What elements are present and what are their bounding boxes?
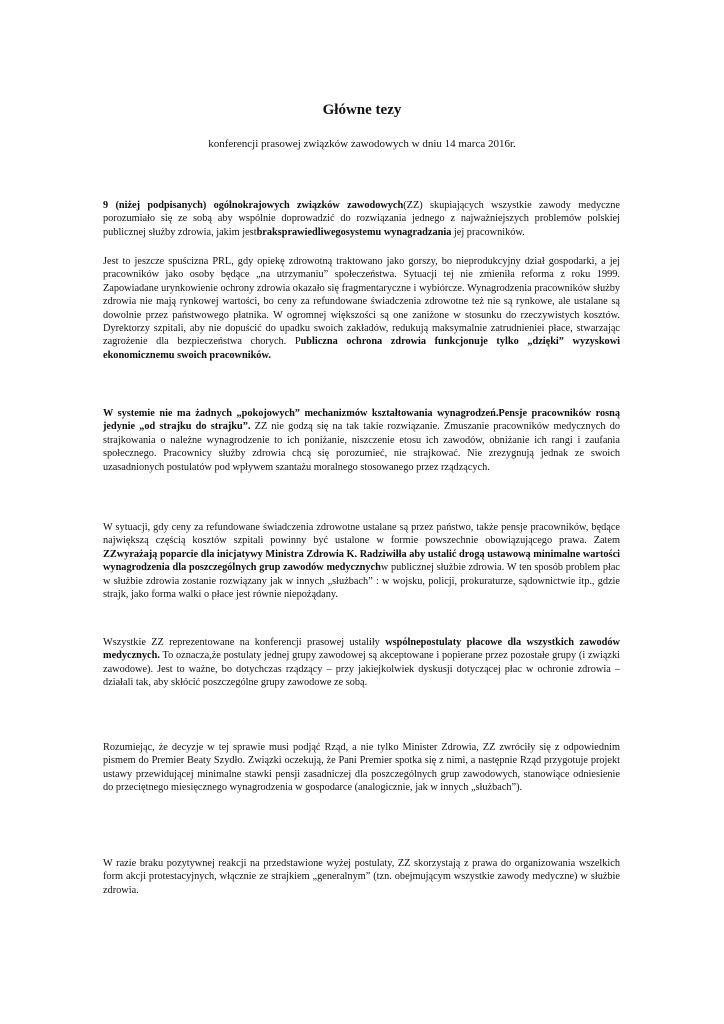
text-run: W sytuacji, gdy ceny za refundowane świadczenia zdrowotne ustalane są przez państwo, także pensje pracowników, będące największą częścią kosztów szpitali powinny być ustalone w formie powszechnie obowiązującego prawa. Zatem bbox=[103, 522, 620, 547]
text-run: (ZZ) skupiających wszystkie zawody medyczne porozumiało się ze sobą aby wspólnie doprowadzić do rozwiązania jednego z najważniejszych problemów polskiej publicznej służby zdrowia, jakim jest bbox=[103, 200, 620, 238]
text-run: To oznacza,że postulaty jednej grupy zawodowej są akceptowane i popierane przez pozostałe grupy (i związki zawodowe). Jest to ważne, bo dotychczas rządzący – przy jakiejkolwiek dyskusji dotyczącej płac w ochronie zdrowia – działali tak, aby skłócić poszczególne grupy zawodowe ze sobą. bbox=[103, 650, 620, 689]
bold-text-run: braksprawiedliwegosystemu wynagradzania bbox=[256, 226, 452, 238]
text-run: ZZ nie godzą się na tak takie rozwiązanie. Zmuszanie pracowników medycznych do strajkowania o należne wynagrodzenie to ich poniżanie, niszczenie etosu ich zawodów, obniżanie ich rangi i zaufania społecznego. Pracownicy służby zdrowia chcą się porozumieć, nie strajkować. Nie zrezygnują jednak ze swoich uzasadnionych postulatów pod wpływem szantażu moralnego stosowanego przez rządzących. bbox=[103, 421, 620, 473]
document-subtitle: konferencji prasowej związków zawodowych w dniu 14 marca 2016r. bbox=[208, 138, 516, 150]
bold-text-run: W systemie nie ma żadnych „pokojowych” mechanizmów kształtowania wynagrodzeń.Pensje pracowników rosną jedynie „od strajku do strajku”. bbox=[103, 408, 620, 433]
text-run: Rozumiejąc, że decyzje w tej sprawie musi podjąć Rząd, a nie tylko Minister Zdrowia, ZZ zwróciły się z odpowiednim pismem do Premier Beaty Szydło. Związki oczekują, że Pani Premier spotka się z nimi, a następnie Rząd przygotuje projekt ustawy przewidującej minimalne stawki pensji zasadniczej dla poszczególnych grup zawodowych, stanowiące odniesienie do przeciętnego miesięcznego wynagrodzenia w gospodarce (analogicznie, jak w innych „służbach”). bbox=[103, 742, 620, 794]
text-run: Wszystkie ZZ reprezentowane na konferencji prasowej ustaliły bbox=[103, 637, 386, 648]
paragraph-2 bbox=[103, 255, 620, 362]
text-run: w publicznej służbie zdrowia. W ten sposób problem płac w służbie zdrowia zostanie rozwiązany jak w innych „służbach” : w wojsku, policji, prokuraturze, sądownictwie itp., gdzie strajk, jako forma walki o płace jest równie niepożądany. bbox=[103, 562, 620, 601]
paragraph-6 bbox=[103, 741, 620, 795]
bold-text-run: 9 (niżej podpisanych) ogólnokrajowych związków zawodowych bbox=[103, 200, 404, 211]
bold-text-run: wspólnepostulaty płacowe dla wszystkich zawodów medycznych. bbox=[103, 637, 620, 662]
bold-text-run: ZZwyrażają poparcie dla inicjatywy Ministra Zdrowia K. Radziwiłła aby ustalić drogą ustawową minimalne wartości wynagrodzenia dla poszczególnych grup zawodów medycznych bbox=[103, 548, 620, 574]
text-run: jej pracowników. bbox=[451, 226, 525, 238]
paragraph-1 bbox=[103, 199, 620, 239]
paragraph-7 bbox=[103, 857, 620, 897]
paragraph-3 bbox=[103, 407, 620, 474]
bold-text-run: ubliczna ochrona zdrowia funkcjonuje tylko „dzięki” wyzyskowi ekonomicznemu swoich pracowników. bbox=[103, 336, 620, 361]
paragraph-4 bbox=[103, 521, 620, 601]
text-run: W razie braku pozytywnej reakcji na przedstawione wyżej postulaty, ZZ skorzystają z prawa do organizowania wszelkich form akcji protestacyjnych, włącznie ze strajkiem „generalnym” (tzn. obejmującym wszystkie zawody medyczne) w służbie zdrowia. bbox=[103, 858, 620, 896]
text-run: Jest to jeszcze spuścizna PRL, gdy opiekę zdrowotną traktowano jako gorszy, bo nieprodukcyjny dział gospodarki, a jej pracowników jako osoby będące „na utrzymaniu” społeczeństwa. Sytuacji tej nie zmieniła reforma z roku 1999. Zapowiadane urynkowienie ochrony zdrowia okazało się fragmentaryczne i wybiórcze. Wynagrodzenia pracowników służby zdrowia nie mają rynkowej wartości, bo ceny za refundowane świadczenia zdrowotne też nie są rynkowe, ale ustalane są dowolnie przez państwowego płatnika. W ogromnej większości są one zaniżone w stosunku do rzeczywistych kosztów. Dyrektorzy szpitali, aby nie dopuścić do upadku swoich zakładów, redukują maksymalnie zatrudnieniei płace, stwarzając zagrożenie dla bezpieczeństwa chorych. P bbox=[103, 256, 620, 348]
document-title: Główne tezy bbox=[322, 102, 402, 118]
paragraph-5 bbox=[103, 636, 620, 690]
